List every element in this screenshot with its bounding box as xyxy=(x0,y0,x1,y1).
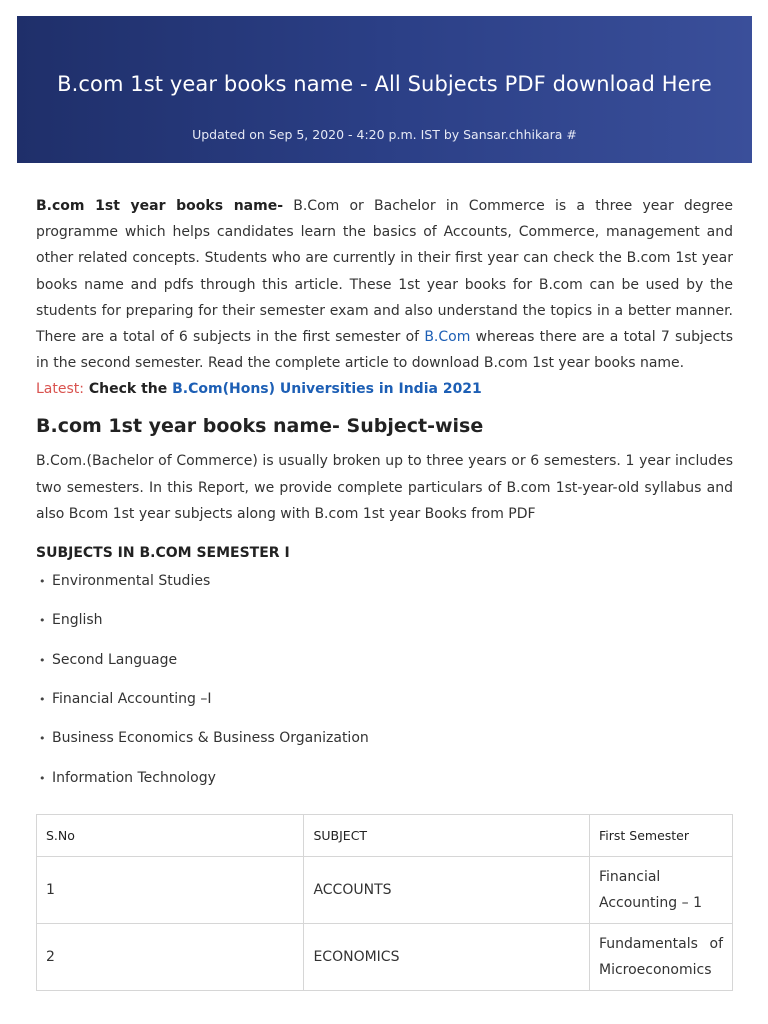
list-item: • Financial Accounting –I xyxy=(36,690,733,729)
article-body xyxy=(36,193,733,991)
update-meta: Updated on Sep 5, 2020 - 4:20 p.m. IST by Sansar.chhikara # xyxy=(192,127,577,142)
cell-sno: 1 xyxy=(37,856,304,923)
table-header-row xyxy=(37,814,733,856)
latest-notice xyxy=(36,376,733,402)
subjects-table xyxy=(36,814,733,991)
list-item: • Second Language xyxy=(36,651,733,690)
intro-paragraph xyxy=(36,193,733,376)
cell-first-semester: Financial Accounting – 1 xyxy=(590,856,733,923)
header-first-semester: First Semester xyxy=(590,814,733,856)
table-row xyxy=(37,923,733,990)
list-item: • Environmental Studies xyxy=(36,572,733,611)
universities-link[interactable]: B.Com(Hons) Universities in India 2021 xyxy=(172,381,482,398)
cell-sno: 2 xyxy=(37,923,304,990)
list-item: • Information Technology xyxy=(36,769,733,808)
table-row xyxy=(37,856,733,923)
list-item: • English xyxy=(36,611,733,650)
cell-subject: ECONOMICS xyxy=(304,923,590,990)
header-subject: SUBJECT xyxy=(304,814,590,856)
section-paragraph: B.Com.(Bachelor of Commerce) is usually broken up to three years or 6 semesters. 1 year includes two semesters. In this Report, we provide complete particulars of B.com 1st-year-old syllabus and also Bcom 1st year subjects along with B.com 1st year Books from PDF xyxy=(36,453,733,522)
section-heading: B.com 1st year books name- Subject-wise xyxy=(36,415,484,438)
cell-first-semester: Fundamentals of Microeconomics xyxy=(590,923,733,990)
page-title: B.com 1st year books name - All Subjects PDF download Here xyxy=(57,72,712,96)
header-sno: S.No xyxy=(37,814,304,856)
list-item: • Business Economics & Business Organization xyxy=(36,729,733,768)
intro-text-1: B.Com or Bachelor in Commerce is a three year degree programme which helps candidates learn the basics of Accounts, Commerce, management and other related concepts. Students who are currently in their first year can check the B.com 1st year books name and pdfs through this article. These 1st year books for B.com can be used by the students for preparing for their semester exam and also understand the topics in a better manner. There are a total of 6 subjects in the first semester of xyxy=(36,198,733,346)
semester-subheading: SUBJECTS IN B.COM SEMESTER I xyxy=(36,545,290,562)
cell-subject: ACCOUNTS xyxy=(304,856,590,923)
bcom-link[interactable]: B.Com xyxy=(424,329,471,346)
intro-lead: B.com 1st year books name- xyxy=(36,198,284,214)
intro-text-2: whereas there are a total 7 subjects in the second semester. Read the complete article to download B.com 1st year books name. xyxy=(36,329,733,372)
latest-text: Check the xyxy=(83,381,173,398)
subject-list xyxy=(36,572,733,808)
article-header xyxy=(17,16,752,163)
latest-label: Latest: xyxy=(36,381,84,398)
